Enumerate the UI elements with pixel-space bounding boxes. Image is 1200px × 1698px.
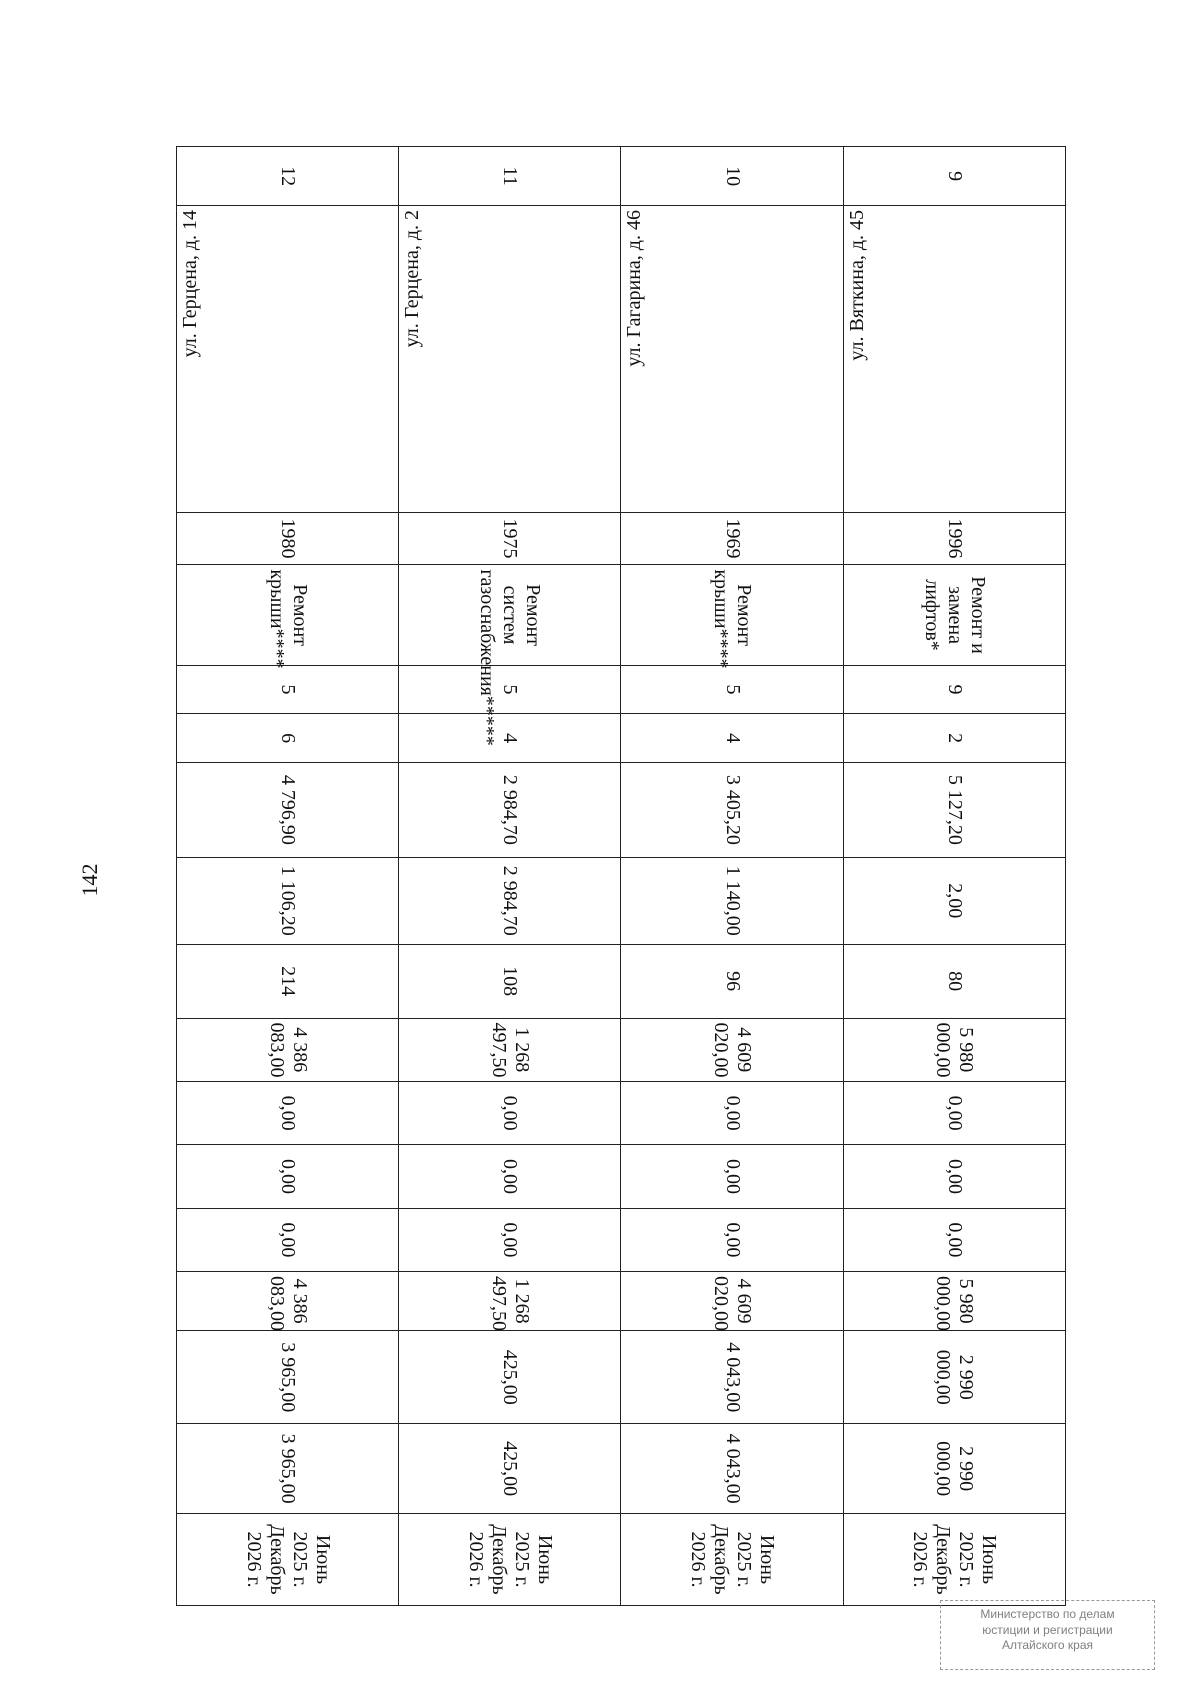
cell-year: 1996 <box>843 512 1065 565</box>
cell-unit-cost: 2 990 000,00 <box>843 1331 1065 1424</box>
table-row <box>621 147 843 1606</box>
cell-area-total: 4 796,90 <box>177 762 399 857</box>
cell-cost-owners: 4 609 020,00 <box>621 1272 843 1331</box>
cell-address <box>843 206 1065 512</box>
cell-area-living: 2,00 <box>843 857 1065 944</box>
cell-unit-cost: 425,00 <box>399 1331 621 1424</box>
address-text: ул. Вяткина, д. 45 <box>845 210 868 361</box>
cell-address <box>177 206 399 512</box>
cell-entrances: 2 <box>843 714 1065 763</box>
cell-cost-f3: 0,00 <box>843 1208 1065 1271</box>
cell-residents: 214 <box>177 944 399 1018</box>
table-row <box>177 147 399 1606</box>
cell-entrances: 6 <box>177 714 399 763</box>
cell-unit-cost: 3 965,00 <box>177 1331 399 1424</box>
cell-area-total: 2 984,70 <box>399 762 621 857</box>
cell-entrances: 4 <box>399 714 621 763</box>
cell-cost-total: 5 980 000,00 <box>843 1018 1065 1081</box>
address-text: ул. Герцена, д. 2 <box>401 210 424 348</box>
cell-unit-cost: 4 043,00 <box>621 1331 843 1424</box>
cell-work: Ремонт систем газоснабжения***** <box>399 565 621 665</box>
cell-cost-f3: 0,00 <box>399 1208 621 1271</box>
cell-work: Ремонт крыши**** <box>177 565 399 665</box>
cell-year: 1980 <box>177 512 399 565</box>
page-number: 142 <box>77 863 102 897</box>
cell-floors: 5 <box>399 665 621 714</box>
cell-period: Июнь 2025 г. Декабрь 2026 г. <box>621 1513 843 1605</box>
cell-cost-total: 4 609 020,00 <box>621 1018 843 1081</box>
cell-cost-owners: 4 386 083,00 <box>177 1272 399 1331</box>
register-table-wrap <box>176 146 1066 1606</box>
stamp-line-2: юстиции и регистрации <box>982 1622 1113 1637</box>
cell-work: Ремонт и замена лифтов* <box>843 565 1065 665</box>
cell-year: 1975 <box>399 512 621 565</box>
cell-cost-f2: 0,00 <box>177 1145 399 1208</box>
cell-cost-owners: 1 268 497,50 <box>399 1272 621 1331</box>
cell-cost-f3: 0,00 <box>177 1208 399 1271</box>
cell-cost-f2: 0,00 <box>843 1145 1065 1208</box>
table-row <box>843 147 1065 1606</box>
cell-num: 12 <box>177 147 399 206</box>
cell-address <box>399 206 621 512</box>
cell-work: Ремонт крыши**** <box>621 565 843 665</box>
cell-num: 10 <box>621 147 843 206</box>
cell-area-total: 3 405,20 <box>621 762 843 857</box>
cell-period: Июнь 2025 г. Декабрь 2026 г. <box>843 1513 1065 1605</box>
cell-area-living: 2 984,70 <box>399 857 621 944</box>
cell-unit-limit: 425,00 <box>399 1424 621 1514</box>
register-table <box>176 146 1066 1606</box>
cell-period: Июнь 2025 г. Декабрь 2026 г. <box>177 1513 399 1605</box>
cell-cost-f1: 0,00 <box>843 1081 1065 1144</box>
cell-num: 11 <box>399 147 621 206</box>
cell-period: Июнь 2025 г. Декабрь 2026 г. <box>399 1513 621 1605</box>
stamp-line-3: Алтайского края <box>1001 1638 1094 1653</box>
cell-residents: 108 <box>399 944 621 1018</box>
stamp-line-1: Министерство по делам <box>980 1607 1115 1621</box>
address-text: ул. Гагарина, д. 46 <box>623 210 646 367</box>
table-row <box>399 147 621 1606</box>
cell-cost-f1: 0,00 <box>177 1081 399 1144</box>
cell-address <box>621 206 843 512</box>
cell-unit-limit: 4 043,00 <box>621 1424 843 1514</box>
cell-num: 9 <box>843 147 1065 206</box>
cell-residents: 80 <box>843 944 1065 1018</box>
cell-floors: 5 <box>621 665 843 714</box>
cell-cost-f2: 0,00 <box>621 1145 843 1208</box>
cell-unit-limit: 2 990 000,00 <box>843 1424 1065 1514</box>
cell-area-living: 1 106,20 <box>177 857 399 944</box>
cell-cost-f2: 0,00 <box>399 1145 621 1208</box>
cell-cost-total: 4 386 083,00 <box>177 1018 399 1081</box>
cell-area-living: 1 140,00 <box>621 857 843 944</box>
cell-floors: 9 <box>843 665 1065 714</box>
address-text: ул. Герцена, д. 14 <box>179 210 201 358</box>
cell-residents: 96 <box>621 944 843 1018</box>
cell-cost-f3: 0,00 <box>621 1208 843 1271</box>
cell-area-total: 5 127,20 <box>843 762 1065 857</box>
cell-cost-f1: 0,00 <box>621 1081 843 1144</box>
cell-cost-owners: 5 980 000,00 <box>843 1272 1065 1331</box>
cell-entrances: 4 <box>621 714 843 763</box>
cell-floors: 5 <box>177 665 399 714</box>
cell-unit-limit: 3 965,00 <box>177 1424 399 1514</box>
registration-stamp <box>940 1600 1155 1670</box>
cell-cost-total: 1 268 497,50 <box>399 1018 621 1081</box>
cell-cost-f1: 0,00 <box>399 1081 621 1144</box>
cell-year: 1969 <box>621 512 843 565</box>
